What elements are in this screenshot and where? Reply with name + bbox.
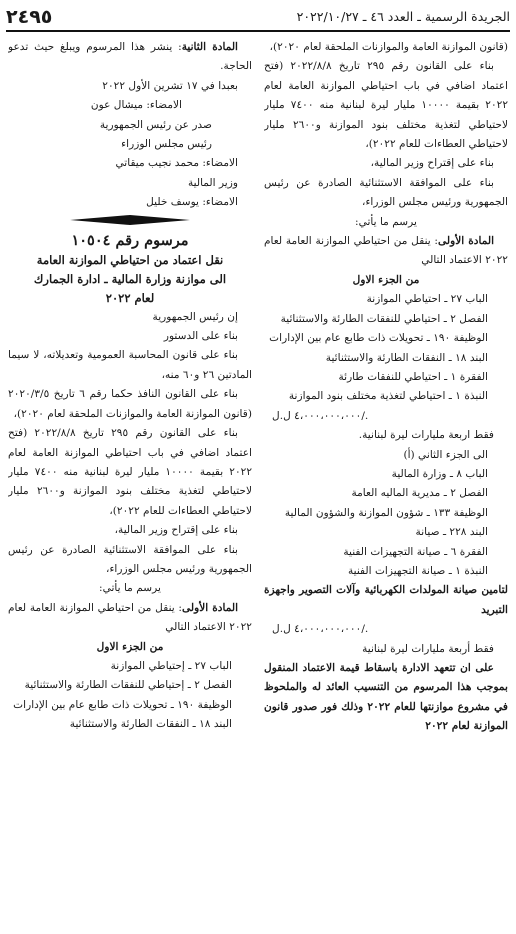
list-item: البند ١٨ ـ النفقات الطارئة والاستثنائية bbox=[325, 351, 488, 364]
decree-subtitle-line: نقل اعتماد من احتياطي الموازنة العامة bbox=[36, 252, 224, 267]
gazette-issue-line: الجريدة الرسمية ـ العدد ٤٦ ـ ٢٠٢٢/١٠/٢٧ bbox=[296, 9, 510, 24]
right-column bbox=[264, 38, 508, 930]
page-columns bbox=[8, 38, 508, 930]
decree-subtitle-line: الى موازنة وزارة المالية ـ ادارة الجمارك bbox=[33, 271, 227, 286]
section-divider bbox=[8, 213, 252, 227]
list-item: الباب ٢٧ ـ إحتياطي الموازنة bbox=[110, 659, 232, 672]
list-item: النبذة ١ ـ احتياطي لتغذية مختلف بنود الموازنة bbox=[288, 390, 488, 403]
article-text: : ينقل من احتياطي الموازنة العامة لعام ٢٠٢٢ الاعتماد التالي bbox=[8, 601, 252, 634]
list-item: الفقرة ٦ ـ صيانة التجهيزات الفنية bbox=[343, 545, 488, 558]
paragraph: بناء على القانون رقم ٢٩٥ تاريخ ٢٠٢٢/٨/٨ (فتح اعتماد اضافي في باب احتياطي الموازنة العامة لعام ٢٠٢٢ بقيمة ١٠٠٠٠ مليار ليرة لبنانية منه ٧٤٠٠ مليار لاحتياطي لتغذية مختلف بنود الموازنة و٢٦٠٠ مليار لاحتياطي العطاءات للعام ٢٠٢٢)، bbox=[8, 427, 252, 517]
page-header bbox=[6, 6, 510, 32]
closing-paragraph: على ان تتعهد الادارة باسقاط قيمة الاعتماد المنقول بموجب هذا المرسوم من التنسيب العائد له والملحوظ في مشروع موازنتها للعام ٢٠٢٢ وذلك فور صدور قانون الموازنة لعام ٢٠٢٢ bbox=[264, 662, 508, 733]
list-item: الباب ٨ ـ وزارة المالية bbox=[391, 467, 488, 480]
pm-title: رئيس مجلس الوزراء bbox=[121, 138, 212, 151]
list-item: الفصل ٢ ـ إحتياطي للنفقات الطارئة والاستثنائية bbox=[24, 679, 232, 692]
part-heading: من الجزء الاول bbox=[96, 640, 164, 653]
decree-line: يرسم ما يأتي: bbox=[99, 582, 161, 595]
part-heading: من الجزء الاول bbox=[352, 273, 420, 286]
list-item: الباب ٢٧ ـ احتياطي الموازنة bbox=[366, 293, 488, 306]
paragraph: بناء على قانون المحاسبة العمومية وتعديلاته، لا سيما المادتين ٢٦ و٦٠ منه، bbox=[8, 349, 252, 381]
article-one bbox=[264, 232, 508, 271]
left-column bbox=[8, 38, 252, 930]
list-item: الوظيفة ١٩٠ ـ تحويلات ذات طابع عام بين الإدارات bbox=[13, 698, 232, 711]
decree-title: مرسوم رقم ١٠٥٠٤ bbox=[71, 231, 189, 249]
list-item: الفصل ٢ ـ مديرية الماليه العامة bbox=[351, 487, 488, 500]
amount: ٤،٠٠٠،٠٠٠،٠٠٠ ل.ل/. bbox=[272, 409, 369, 422]
purpose: لتامين صيانة المولدات الكهربائية وآلات التصوير واجهزة التبريد bbox=[264, 584, 508, 616]
article-text: : ينقل من احتياطي الموازنة العامة لعام ٢٠٢٢ الاعتماد التالي bbox=[264, 235, 508, 267]
article-text: : ينشر هذا المرسوم ويبلغ حيث تدعو الحاجة. bbox=[8, 41, 252, 73]
amount-in-words: فقط أربعة مليارات ليرة لبنانية bbox=[362, 642, 494, 655]
article-label: المادة الأولى bbox=[438, 235, 495, 248]
list-item: البند ١٨ ـ النفقات الطارئة والاستثنائية bbox=[69, 718, 232, 731]
paragraph: بناء على القانون رقم ٢٩٥ تاريخ ٢٠٢٢/٨/٨ (فتح اعتماد اضافي في باب احتياطي الموازنة العامة لعام ٢٠٢٢ بقيمة ١٠٠٠٠ مليار ليرة لبنانية منه ٧٤٠٠ مليار لاحتياطي لتغذية مختلف بنود الموازنة و٢٦٠٠ مليار لاحتياطي العطاءات للعام ٢٠٢٢)، bbox=[264, 60, 508, 151]
president-line: إن رئيس الجمهورية bbox=[152, 310, 238, 323]
paragraph: بناء على إقتراح وزير المالية، bbox=[114, 524, 238, 537]
list-item: الفصل ٢ ـ احتياطي للنفقات الطارئة والاستثنائية bbox=[280, 312, 488, 325]
issue-date: بعبدا في ١٧ تشرين الأول ٢٠٢٢ bbox=[102, 79, 238, 92]
signature-president: الامضاء: ميشال عون bbox=[90, 99, 182, 112]
decree-line: يرسم ما يأتي: bbox=[355, 215, 417, 228]
signature-fm: الامضاء: يوسف خليل bbox=[146, 196, 238, 209]
paragraph: (قانون الموازنة العامة والموازنات الملحقة لعام ٢٠٢٠)، bbox=[269, 41, 508, 53]
signature-pm: الامضاء: محمد نجيب ميقاتي bbox=[115, 157, 238, 170]
amount: ٤،٠٠٠،٠٠٠،٠٠٠ ل.ل/. bbox=[272, 623, 369, 636]
list-item: البند ٢٢٨ ـ صيانة bbox=[415, 526, 488, 539]
article-two bbox=[8, 38, 252, 77]
list-item: النبذة ١ ـ صيانة التجهيزات الفنية bbox=[347, 564, 488, 577]
page-number: ٢٤٩٥ bbox=[6, 6, 53, 28]
list-item: الوظيفة ١٣٣ ـ شؤون الموازنة والشؤون المالية bbox=[284, 506, 488, 519]
part-heading: الى الجزء الثاني (أ) bbox=[403, 448, 488, 461]
paragraph: بناء على الموافقة الاستثنائية الصادرة عن رئيس الجمهورية ورئيس مجلس الوزراء، bbox=[264, 176, 508, 209]
divider-ornament bbox=[70, 215, 190, 225]
paragraph: بناء على الموافقة الاستثنائية الصادرة عن رئيس الجمهورية ورئيس مجلس الوزراء، bbox=[8, 543, 252, 575]
article-label: المادة الأولى bbox=[182, 601, 239, 614]
list-item: الوظيفة ١٩٠ ـ تحويلات ذات طابع عام بين الإدارات bbox=[269, 332, 488, 345]
fm-title: وزير المالية bbox=[187, 176, 238, 189]
paragraph: بناء على القانون النافذ حكما رقم ٦ تاريخ ٢٠٢٠/٣/٥ (قانون الموازنة العامة والموازنات الملحقة لعام ٢٠٢٠)، bbox=[8, 388, 252, 420]
paragraph: بناء على إقتراح وزير المالية، bbox=[370, 157, 494, 170]
article-one bbox=[8, 599, 252, 638]
list-item: الفقرة ١ ـ احتياطي للنفقات طارئة bbox=[338, 370, 488, 383]
issued-by: صدر عن رئيس الجمهورية bbox=[99, 118, 212, 131]
amount-in-words: فقط اربعة مليارات ليرة لبنانية. bbox=[358, 429, 494, 442]
paragraph: بناء على الدستور bbox=[163, 330, 238, 343]
decree-subtitle-line: لعام ٢٠٢٢ bbox=[105, 290, 155, 305]
article-label: المادة الثانية bbox=[181, 41, 238, 53]
